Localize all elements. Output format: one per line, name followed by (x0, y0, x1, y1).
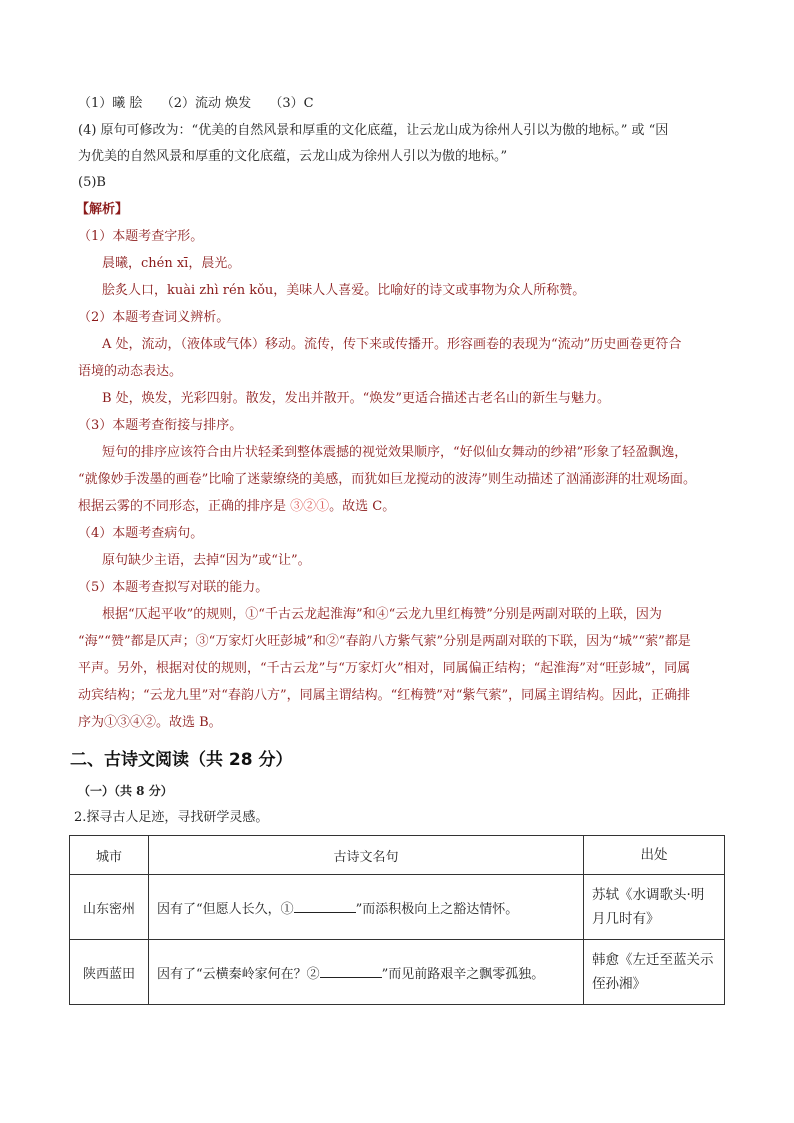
city-cell: 陕西蓝田 (70, 940, 149, 1005)
analysis-line: （2）本题考查词义辨析。 (78, 310, 230, 325)
answer-2: （2）流动 焕发 (160, 96, 252, 111)
analysis-line: 语境的动态表达。 (78, 364, 183, 379)
source-cell: 韩愈《左迁至蓝关示侄孙湘》 (584, 940, 725, 1005)
table-row (70, 875, 725, 940)
verse-text: 因有了“但愿人长久，① (157, 901, 294, 917)
analysis-line: B 处，焕发，光彩四射。散发，发出并散开。“焕发”更适合描述古老名山的新生与魅力。 (102, 391, 610, 406)
analysis-line (78, 498, 395, 516)
answer-4-line-b: 为优美的自然风景和厚重的文化底蕴，云龙山成为徐州人引以为傲的地标。” (78, 149, 508, 164)
analysis-line: 原句缺少主语，去掉“因为”或“让”。 (102, 553, 311, 568)
source-cell: 苏轼《水调歌头·明月几时有》 (584, 875, 725, 940)
analysis-text: 根据云雾的不同形态，正确的排序是 (78, 499, 291, 514)
answer-blank[interactable] (320, 965, 382, 978)
analysis-line: 晨曦，chén xī，晨光。 (102, 256, 241, 271)
verse-text: ”而见前路艰辛之飘零孤独。 (381, 966, 545, 982)
header-source: 出处 (584, 836, 725, 875)
answer-1: （1）曦 脍 (78, 96, 143, 111)
highlighted-order: ③②① (290, 499, 330, 514)
verse-text: ”而添积极向上之豁达情怀。 (355, 901, 519, 917)
section-title: 二、古诗文阅读（共 28 分） (70, 750, 293, 770)
subsection-title: （一）（共 8 分） (78, 784, 173, 798)
city-cell: 山东密州 (70, 875, 149, 940)
analysis-text: 。故选 C。 (329, 499, 396, 514)
analysis-line: “就像妙手泼墨的画卷”比喻了迷蒙缭绕的美感，而犹如巨龙搅动的波涛”则生动描述了汹涌澎湃的壮观场面。 (78, 472, 696, 487)
verse-cell (149, 940, 584, 1005)
analysis-line: 序为①③④②。故选 B。 (78, 715, 222, 730)
table-row (70, 940, 725, 1005)
analysis-line: （1）本题考查字形。 (78, 229, 204, 244)
analysis-line: 平声。另外，根据对仗的规则，“千古云龙”与“万家灯火”相对，同属偏正结构；“起淮海”对“旺彭城”，同属 (78, 661, 691, 676)
poetry-table (69, 835, 725, 1005)
analysis-line: （3）本题考查衔接与排序。 (78, 418, 243, 433)
analysis-heading: 【解析】 (76, 202, 129, 217)
analysis-line: （5）本题考查拟写对联的能力。 (78, 580, 269, 595)
verse-text: 因有了“云横秦岭家何在？② (157, 966, 320, 982)
analysis-line: 动宾结构；“云龙九里”对“春韵八方”，同属主谓结构。“红梅赞”对“紫气萦”，同属主谓结构。因此，正确排 (78, 688, 691, 703)
header-verse: 古诗文名句 (149, 836, 584, 875)
table-header-row (70, 836, 725, 875)
question-prompt: 2.探寻古人足迹，寻找研学灵感。 (74, 810, 269, 825)
verse-cell (149, 875, 584, 940)
answer-5: (5)B (78, 175, 106, 190)
analysis-line: A 处，流动，（液体或气体）移动。流传，传下来或传播开。形容画卷的表现为“流动”历史画卷更符合 (102, 337, 682, 352)
answer-blank[interactable] (294, 900, 356, 913)
analysis-line: 根据“仄起平收”的规则，①“千古云龙起淮海”和④“云龙九里红梅赞”分别是两副对联的上联，因为 (102, 607, 662, 622)
analysis-line: “海”“赞”都是仄声；③“万家灯火旺彭城”和②“春韵八方紫气萦”分别是两副对联的下联，因为“城”“萦”都是 (78, 634, 691, 649)
answer-3: （3）C (269, 96, 314, 111)
answer-4-line-a: (4) 原句可修改为：“优美的自然风景和厚重的文化底蕴，让云龙山成为徐州人引以为傲的地标。” 或 “因 (78, 123, 669, 138)
analysis-line: 脍炙人口，kuài zhì rén kǒu，美味人人喜爱。比喻好的诗文或事物为众人所称赞。 (102, 283, 586, 298)
header-city: 城市 (70, 836, 149, 875)
analysis-line: 短句的排序应该符合由片状轻柔到整体震撼的视觉效果顺序，“好似仙女舞动的纱裙”形象了轻盈飘逸， (102, 445, 688, 460)
analysis-line: （4）本题考查病句。 (78, 526, 204, 541)
answer-line-1 (78, 95, 314, 113)
